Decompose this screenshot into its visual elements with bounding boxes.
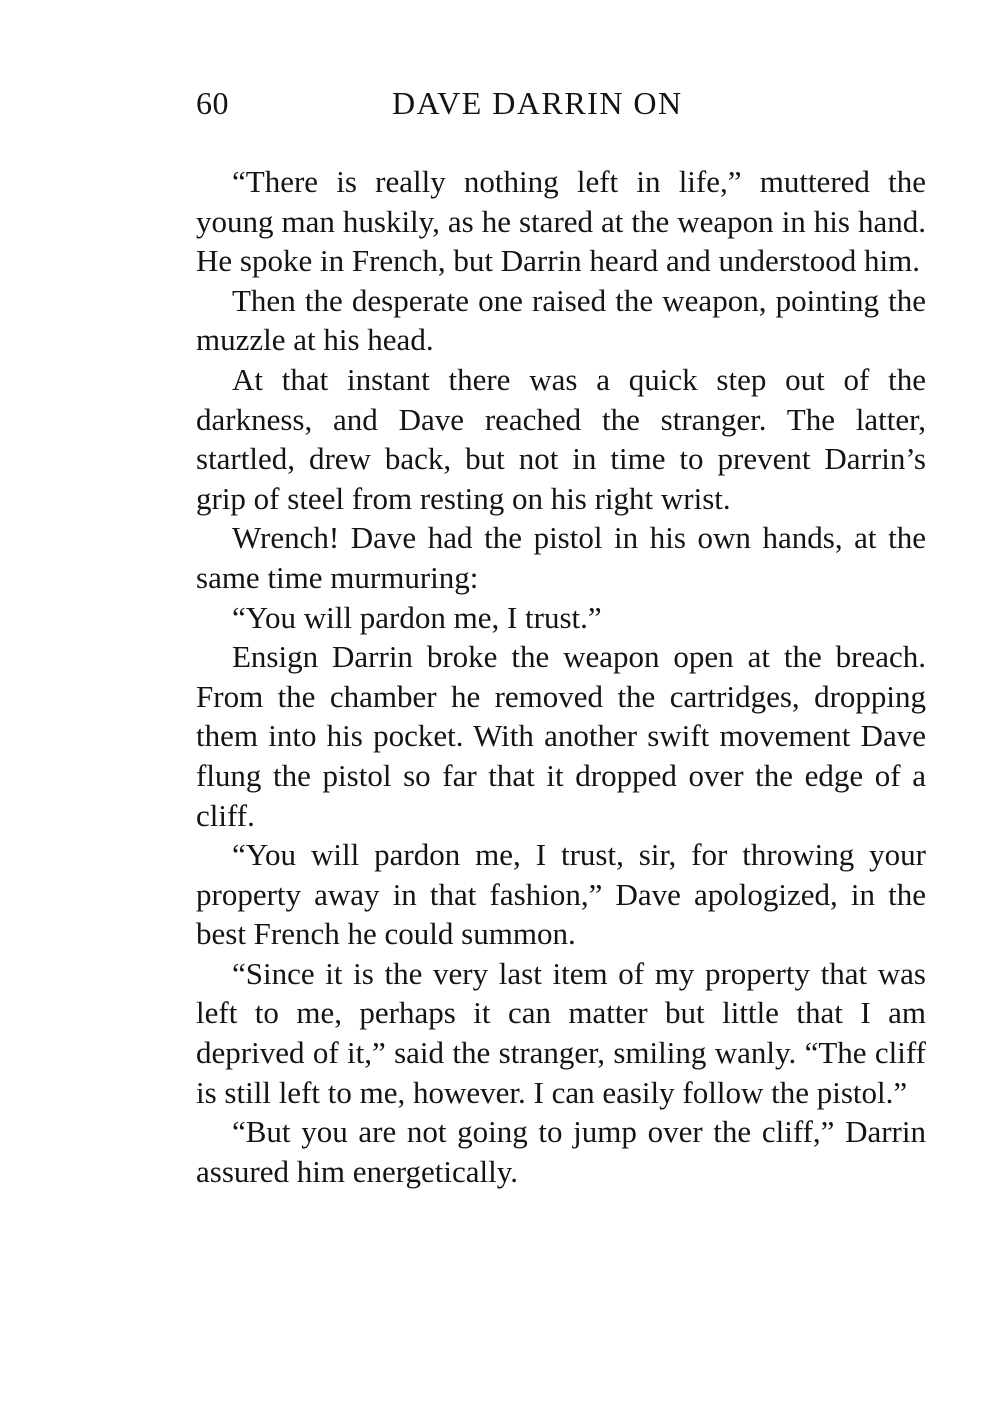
paragraph: Wrench! Dave had the pistol in his own hands, at the same time murmuring: (196, 520, 926, 595)
paragraph: “There is really nothing left in life,” muttered the young man huskily, as he stared at the weapon in his hand. He spoke in French, but Darrin heard and understood him. (196, 164, 926, 279)
paragraph: “You will pardon me, I trust.” (232, 599, 602, 635)
paragraph: “Since it is the very last item of my property that was left to me, perhaps it can matter but little that I am deprived of it,” said the stranger, smiling wanly. “The cliff is still left to me, however. I can easily follow the pistol.” (196, 955, 926, 1110)
page-number: 60 (196, 85, 229, 121)
body-text (196, 162, 926, 1191)
paragraph: Ensign Darrin broke the weapon open at the breach. From the chamber he removed the cartridges, dropping them into his pocket. With another swift movement Dave flung the pistol so far that it dropped over the edge of a cliff. (196, 639, 926, 833)
running-head: DAVE DARRIN ON (392, 85, 683, 121)
paragraph: “But you are not going to jump over the cliff,” Darrin assured him energetically. (196, 1114, 926, 1189)
paragraph: “You will pardon me, I trust, sir, for throwing your property away in that fashion,” Dave apologized, in the best French he could summon. (196, 837, 926, 952)
page-header (196, 80, 926, 126)
paragraph: Then the desperate one raised the weapon, pointing the muzzle at his head. (196, 282, 926, 358)
paragraph: At that instant there was a quick step out of the darkness, and Dave reached the stranger. The latter, startled, drew back, but not in time to prevent Darrin’s grip of steel from resting on his right wrist. (196, 361, 926, 516)
